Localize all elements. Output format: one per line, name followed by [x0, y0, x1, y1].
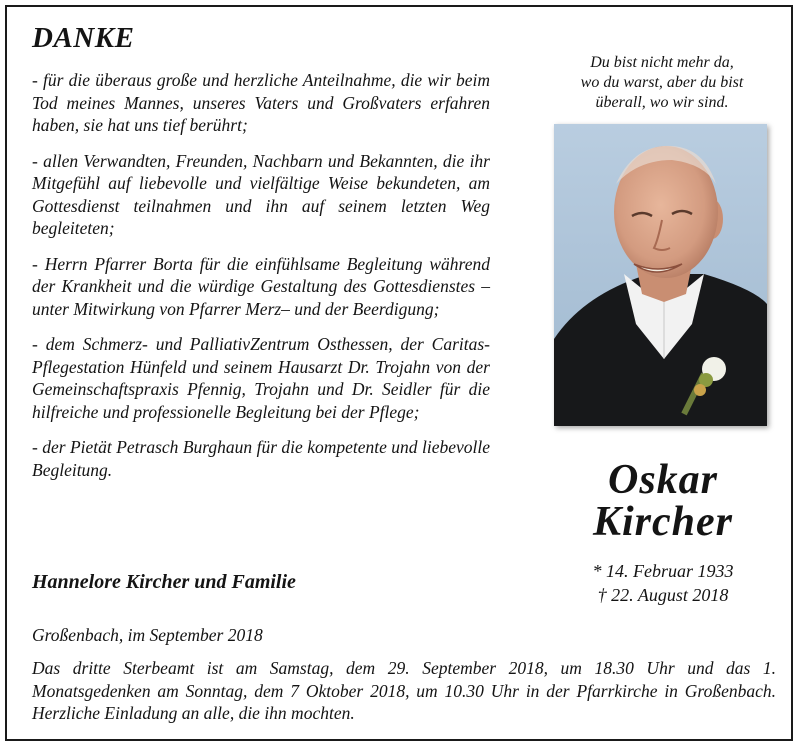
life-dates	[547, 559, 779, 607]
quote-line: wo du warst, aber du bist	[580, 74, 744, 91]
deceased-last-name: Kircher	[592, 499, 733, 545]
thanks-text	[32, 69, 490, 494]
thanks-paragraph: - für die überaus große und herzliche Anteilnahme, die wir beim Tod meines Mannes, unseres Vaters und Großvaters erfahren haben, sie hat uns tief berührt;	[32, 70, 490, 135]
deceased-first-name: Oskar	[607, 457, 719, 503]
place-date: Großenbach, im September 2018	[32, 625, 263, 645]
thanks-paragraph: - der Pietät Petrasch Burghaun für die kompetente und liebevolle Begleitung.	[32, 437, 490, 480]
service-announcement: Das dritte Sterbeamt ist am Samstag, dem 29. September 2018, um 18.30 Uhr und das 1. Monatsgedenken am Sonntag, dem 7 Oktober 2018, um 10.30 Uhr in der Pfarrkirche in Großenbach. Herzliche Einladung an alle, die ihn mochten.	[32, 658, 776, 723]
quote-line: Du bist nicht mehr da,	[590, 54, 734, 71]
portrait-photo	[554, 124, 767, 426]
obituary-card	[5, 5, 793, 741]
notice-heading: DANKE	[32, 22, 135, 54]
death-date: † 22. August 2018	[597, 585, 729, 605]
thanks-paragraph: - Herrn Pfarrer Borta für die einfühlsame Begleitung während der Krankheit und die würdige Gestaltung des Gottesdienstes –unter Mitwirkung von Pfarrer Merz– und der Beerdigung;	[32, 253, 490, 319]
deceased-name	[547, 459, 779, 543]
memorial-quote	[552, 53, 772, 113]
family-signature: Hannelore Kircher und Familie	[32, 571, 296, 593]
birth-date: * 14. Februar 1933	[592, 561, 734, 581]
thanks-paragraph: - dem Schmerz- und PalliativZentrum Osthessen, der Caritas-Pflegestation Hünfeld und seinem Hausarzt Dr. Trojahn von der Gemeinschaftspraxis Pfennig, Trojahn und Dr. Seidler für die hilfreiche und professionelle Begleitung bei der Pflege;	[32, 334, 490, 422]
thanks-paragraph: - allen Verwandten, Freunden, Nachbarn und Bekannten, die ihr Mitgefühl auf liebevolle und vielfältige Weise bekundeten, am Gottesdienst teilnahmen und ihn auf seinem letzten Weg begleiteten;	[32, 150, 490, 238]
quote-line: überall, wo wir sind.	[595, 94, 729, 111]
